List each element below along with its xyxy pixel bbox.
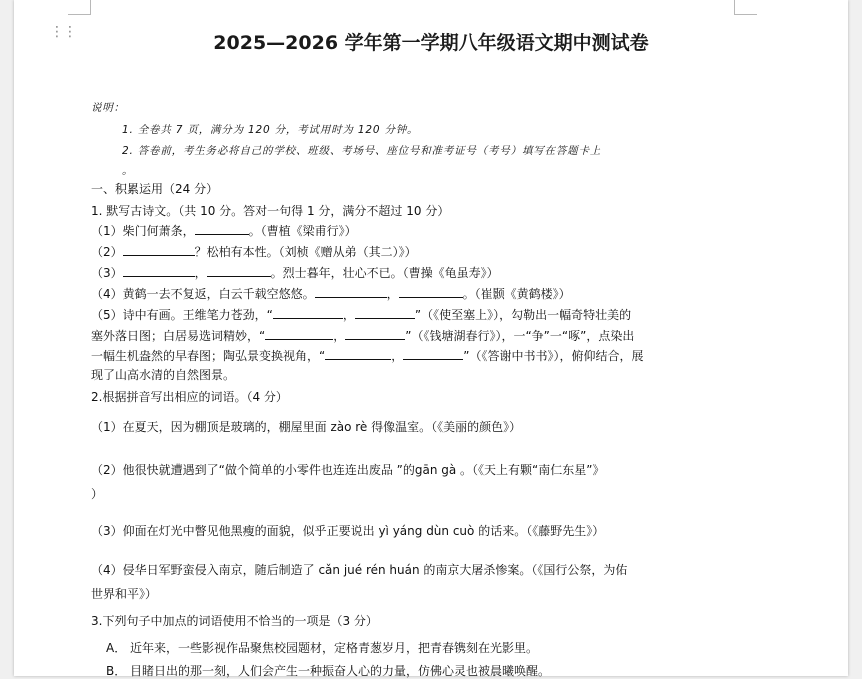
poem-line	[91, 222, 357, 239]
text: ，	[391, 349, 404, 363]
text: ？松柏有本性。（刘桢《赠从弟（其二）》）	[194, 245, 417, 259]
margin-corner-mark	[734, 0, 757, 15]
text: 。烈士暮年，壮心不已。（曹操《龟虽寿》）	[270, 266, 499, 280]
text: （2）	[91, 245, 123, 259]
option-a: A． 近年来，一些影视作品聚焦校园题材，定格青葱岁月，把青春镌刻在光影里。	[106, 641, 539, 655]
question-prompt: 2.根据拼音写出相应的词语。（4 分）	[91, 390, 288, 404]
answer-blank[interactable]	[403, 347, 463, 360]
poem-line	[91, 347, 643, 364]
poem-line	[91, 306, 631, 323]
answer-blank[interactable]	[399, 285, 463, 298]
text: 塞外落日图；白居易选词精妙，“	[91, 329, 266, 343]
section-heading: 一、积累运用（24 分）	[91, 182, 219, 196]
text: 。（曹植《梁甫行》）	[248, 224, 357, 238]
answer-blank[interactable]	[345, 327, 405, 340]
drag-handle-icon[interactable]: ⋮⋮	[50, 24, 76, 40]
question-prompt: 1. 默写古诗文。（共 10 分。答对一句得 1 分，满分不超过 10 分）	[91, 204, 450, 218]
margin-corner-mark	[68, 0, 91, 15]
text: ”（《答谢中书书》），俯仰结合，展	[463, 349, 644, 363]
answer-blank[interactable]	[207, 264, 271, 277]
answer-blank[interactable]	[325, 347, 391, 360]
pinyin-sentence-tail: ）	[91, 487, 104, 501]
text: ，	[386, 287, 399, 301]
answer-blank[interactable]	[315, 285, 387, 298]
text: （1）柴门何萧条，	[91, 224, 195, 238]
pinyin-sentence: （4）侵华日军野蛮侵入南京，随后制造了 cǎn jué rén huán 的南京大屠杀惨案。（《国行公祭，为佑	[91, 563, 628, 577]
poem-line	[91, 285, 571, 302]
text: （3）	[91, 266, 123, 280]
pinyin-sentence: （2）他很快就遭遇到了“做个简单的小零件也连连出废品 ”的gān gà 。（《天上有颗“南仁东星”》	[91, 463, 605, 477]
answer-blank[interactable]	[123, 264, 195, 277]
answer-blank[interactable]	[273, 306, 343, 319]
instruction-item: 2. 答卷前，考生务必将自己的学校、班级、考场号、座位号和准考证号（考号）填写在答题卡上	[122, 145, 602, 157]
answer-blank[interactable]	[265, 327, 333, 340]
answer-blank[interactable]	[195, 222, 249, 235]
text: ，	[194, 266, 207, 280]
text: ”（《使至塞上》），勾勒出一幅奇特壮美的	[414, 308, 632, 322]
page-title: 2025—2026 学年第一学期八年级语文期中测试卷	[213, 32, 649, 54]
text: 。（崔颢《黄鹤楼》）	[462, 287, 571, 301]
text: ，	[333, 329, 346, 343]
option-b: B． 目睹日出的那一刻，人们会产生一种振奋人心的力量，仿佛心灵也被晨曦唤醒。	[106, 664, 551, 678]
poem-line	[91, 264, 499, 281]
text: 一幅生机盎然的早春图；陶弘景变换视角，“	[91, 349, 326, 363]
poem-line	[91, 327, 634, 344]
instruction-tail: 。	[122, 165, 134, 177]
text: （4）黄鹤一去不复返，白云千载空悠悠。	[91, 287, 315, 301]
instructions-label: 说明：	[91, 102, 125, 114]
pinyin-sentence-tail: 世界和平》）	[91, 587, 158, 601]
text: ”（《钱塘湖春行》），一“争”一“啄”，点染出	[405, 329, 635, 343]
poem-line: 现了山高水清的自然图景。	[91, 368, 236, 382]
answer-blank[interactable]	[355, 306, 415, 319]
text: （5）诗中有画。王维笔力苍劲，“	[91, 308, 273, 322]
question-prompt: 3.下列句子中加点的词语使用不恰当的一项是（3 分）	[91, 614, 378, 628]
pinyin-sentence: （1）在夏天，因为棚顶是玻璃的，棚屋里面 zào rè 得像温室。（《美丽的颜色》）	[91, 420, 522, 434]
poem-line	[91, 243, 417, 260]
text: ，	[342, 308, 355, 322]
answer-blank[interactable]	[123, 243, 195, 256]
pinyin-sentence: （3）仰面在灯光中瞥见他黑瘦的面貌，似乎正要说出 yì yáng dùn cuò 的话来。（《藤野先生》）	[91, 524, 605, 538]
instruction-item: 1. 全卷共 7 页，满分为 120 分，考试用时为 120 分钟。	[122, 124, 419, 136]
document-page	[14, 0, 848, 676]
